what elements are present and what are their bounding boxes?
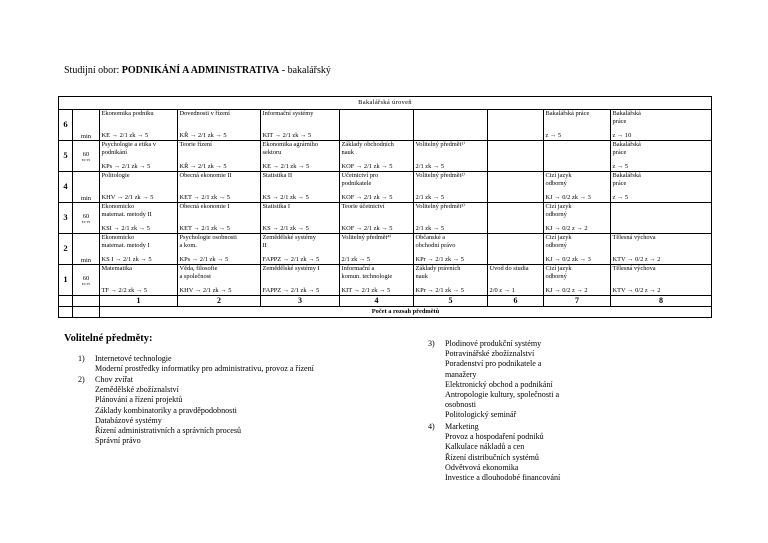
- course-code: KPr → 2/1 zk → 5: [415, 256, 464, 264]
- course-cell: [611, 110, 712, 141]
- semester-number: 4: [59, 172, 73, 203]
- course-cell: [340, 234, 414, 265]
- course-cell: [261, 141, 340, 172]
- elective-item: Poradenství pro podnikatele a: [445, 359, 542, 369]
- course-content: [613, 141, 710, 171]
- credits-cell: [73, 203, 100, 234]
- course-cell: [544, 234, 611, 265]
- table-row: [59, 265, 712, 296]
- course-cell: [178, 141, 261, 172]
- course-name: Teorie řízení: [179, 141, 212, 148]
- course-name: Tělesná výchova: [612, 234, 656, 241]
- group-number: 2): [78, 375, 85, 384]
- elective-item: Elektronický obchod a podnikání: [445, 379, 553, 389]
- course-cell: [488, 141, 544, 172]
- credits-cell: [73, 234, 100, 265]
- elective-group-2: [78, 375, 241, 446]
- course-code: KOF → 2/1 zk → 5: [341, 225, 393, 233]
- elective-item: osobnosti: [445, 400, 477, 410]
- course-content: [613, 265, 710, 295]
- elective-item: Chov zvířat: [95, 375, 133, 384]
- course-code: KE → 2/1 zk → 5: [262, 163, 310, 171]
- course-cell: [414, 203, 488, 234]
- course-cell: [611, 172, 712, 203]
- course-cell: [178, 172, 261, 203]
- course-content: [613, 172, 710, 202]
- group-number: 1): [78, 354, 85, 363]
- group-number: 4): [428, 422, 435, 431]
- column-number: 6: [488, 296, 544, 307]
- course-cell: [340, 203, 414, 234]
- elective-item: Odvětvová ekonomika: [445, 462, 519, 472]
- page-title: [64, 65, 331, 76]
- course-content: [490, 265, 542, 295]
- course-content: [546, 203, 609, 233]
- course-content: [102, 141, 176, 171]
- course-code: 2/0 z → 1: [489, 287, 515, 295]
- course-content: [342, 234, 412, 264]
- course-name: Psychologie a etika v: [101, 141, 156, 148]
- course-content: [490, 110, 542, 140]
- blank-cell: [73, 296, 100, 307]
- course-cell: [340, 172, 414, 203]
- course-content: [416, 234, 486, 264]
- course-cell: [488, 172, 544, 203]
- course-name: komun. technologie: [341, 272, 393, 280]
- course-name: Volitelný předmět³⁾: [415, 203, 465, 210]
- course-name: odborný: [545, 179, 567, 187]
- course-name: Zemědělské systémy: [262, 234, 316, 241]
- course-cell: [340, 141, 414, 172]
- elective-item: Řízení distribučních systémů: [445, 452, 539, 462]
- course-content: [102, 110, 176, 140]
- course-code: z → 5: [545, 132, 562, 140]
- course-content: [546, 172, 609, 202]
- course-cell: [544, 141, 611, 172]
- course-name: Volitelný předmět⁴⁾: [341, 234, 392, 241]
- course-cell: [340, 265, 414, 296]
- course-name: Cizí jazyk: [545, 234, 572, 241]
- elective-item: Plodinové produkční systémy: [445, 339, 542, 348]
- course-content: [342, 110, 412, 140]
- course-cell: [261, 203, 340, 234]
- course-content: [180, 141, 259, 171]
- course-code: KIT → 2/1 zk → 5: [262, 132, 312, 140]
- course-cell: [100, 172, 178, 203]
- course-name: Dovednosti v řízení: [179, 110, 230, 117]
- course-name: Politologie: [101, 172, 130, 179]
- course-code: FAPPZ → 2/1 zk → 5: [262, 287, 320, 295]
- group-items: [95, 354, 314, 374]
- course-name: Volitelný předmět²⁾: [415, 172, 465, 179]
- course-cell: [100, 234, 178, 265]
- course-code: z → 10: [612, 132, 632, 140]
- column-number: 1: [100, 296, 178, 307]
- elective-item: Internetové technologie: [95, 354, 172, 363]
- credits-cell: [73, 110, 100, 141]
- course-content: [490, 203, 542, 233]
- course-code: KOF → 2/1 zk → 5: [341, 163, 393, 171]
- semester-number: 6: [59, 110, 73, 141]
- course-name: a společnost: [179, 272, 211, 280]
- title-main: PODNIKÁNÍ A ADMINISTRATIVA: [121, 65, 280, 76]
- elective-item: Antropologie kultury, společnosti a: [445, 390, 560, 400]
- course-code: KE → 2/1 zk → 5: [101, 132, 149, 140]
- elective-item: Politologický seminář: [445, 410, 517, 420]
- course-content: [613, 110, 710, 140]
- course-cell: [544, 265, 611, 296]
- course-name: Ekonomika podniku: [101, 110, 154, 117]
- course-cell: [414, 110, 488, 141]
- course-content: [342, 172, 412, 202]
- course-cell: [178, 203, 261, 234]
- course-content: [342, 141, 412, 171]
- table-row: [59, 141, 712, 172]
- course-content: [416, 172, 486, 202]
- course-name: odborný: [545, 272, 567, 280]
- course-name: sektoru: [262, 148, 282, 156]
- course-code: KTV → 0/2 z → 2: [612, 256, 661, 264]
- elective-item: Kalkulace nákladů a cen: [445, 442, 525, 452]
- course-name: nauk: [341, 148, 354, 156]
- course-code: z → 5: [612, 163, 629, 171]
- course-cell: [414, 172, 488, 203]
- elective-item: Plánování a řízení projektů: [95, 395, 183, 405]
- table-row: [59, 172, 712, 203]
- course-name: Zemědělské systémy I: [262, 265, 320, 272]
- course-cell: [488, 110, 544, 141]
- course-content: [180, 203, 259, 233]
- course-content: [546, 141, 609, 171]
- course-code: KJ → 0/2 z → 2: [545, 225, 588, 233]
- course-cell: [414, 234, 488, 265]
- course-cell: [100, 265, 178, 296]
- column-number: 5: [414, 296, 488, 307]
- min-label: min: [81, 133, 91, 140]
- course-content: [180, 234, 259, 264]
- course-content: [546, 234, 609, 264]
- elective-item: Řízení administrativních a správních procesů: [95, 426, 242, 436]
- course-cell: [414, 141, 488, 172]
- course-name: Tělesná výchova: [612, 265, 656, 272]
- course-code: KS I → 2/1 zk → 5: [101, 256, 152, 264]
- course-cell: [488, 203, 544, 234]
- course-name: Věda, filosofie: [179, 265, 218, 272]
- course-name: Informační a: [341, 265, 375, 272]
- footer-row: [59, 307, 712, 318]
- course-code: KTV → 0/2 z → 2: [612, 287, 661, 295]
- course-content: [263, 141, 338, 171]
- footer-label: Počet a rozsah předmětů: [100, 307, 712, 318]
- course-content: [263, 172, 338, 202]
- course-code: KJ → 0/2 zk → 3: [545, 194, 591, 202]
- course-cell: [611, 265, 712, 296]
- course-code: KHV → 2/1 zk → 5: [101, 194, 154, 202]
- course-content: [490, 141, 542, 171]
- course-content: [263, 265, 338, 295]
- course-name: Bakalářská: [612, 172, 641, 179]
- course-name: Ekonomika agrárního: [262, 141, 319, 148]
- credits-value: 60: [82, 212, 90, 220]
- course-cell: [178, 265, 261, 296]
- elective-item: Provoz a hospodaření podniků: [445, 432, 544, 442]
- course-name: podnikání: [101, 148, 128, 156]
- group-items: [95, 375, 241, 446]
- ects-label: ECTS: [81, 281, 91, 286]
- course-content: [416, 141, 486, 171]
- course-code: KS → 2/1 zk → 5: [262, 225, 309, 233]
- blank-cell: [59, 307, 73, 318]
- course-code: TF → 2/2 zk → 5: [101, 287, 148, 295]
- course-cell: [488, 265, 544, 296]
- elective-item: Potravinářské zbožíznalství: [445, 349, 535, 359]
- course-code: KSI → 2/1 zk → 5: [101, 225, 150, 233]
- course-code: KPs → 2/1 zk → 5: [101, 163, 151, 171]
- course-name: Volitelný předmět¹⁾: [415, 141, 465, 148]
- course-name: Obecná ekonomie II: [179, 172, 232, 179]
- column-number: 7: [544, 296, 611, 307]
- course-code: KET → 2/1 zk → 5: [179, 225, 230, 233]
- table-row: [59, 203, 712, 234]
- course-name: práce: [612, 179, 627, 187]
- course-cell: [100, 203, 178, 234]
- course-code: KPr → 2/1 zk → 5: [415, 287, 464, 295]
- course-name: odborný: [545, 210, 567, 218]
- course-code: KPs → 2/1 zk → 5: [179, 256, 229, 264]
- course-cell: [544, 110, 611, 141]
- elective-group-1: [78, 354, 314, 374]
- course-code: KJ → 0/2 z → 2: [545, 287, 588, 295]
- course-cell: [611, 203, 712, 234]
- course-name: matemat. metody I: [101, 241, 150, 249]
- semester-number: 1: [59, 265, 73, 296]
- course-cell: [261, 172, 340, 203]
- course-name: Základy obchodních: [341, 141, 394, 148]
- blank-cell: [59, 296, 73, 307]
- course-name: Cizí jazyk: [545, 265, 572, 272]
- course-cell: [414, 265, 488, 296]
- course-name: Statistika I: [262, 203, 291, 210]
- course-code: KHV → 2/1 zk → 5: [179, 287, 232, 295]
- credits-value: 60: [82, 274, 90, 282]
- course-content: [613, 203, 710, 233]
- course-content: [613, 234, 710, 264]
- course-content: [546, 265, 609, 295]
- course-content: [102, 172, 176, 202]
- course-cell: [100, 110, 178, 141]
- course-name: podnikatele: [341, 179, 372, 187]
- elective-item: manažery: [445, 369, 477, 379]
- table-caption: Bakalářská úroveň: [59, 97, 712, 110]
- elective-item: Investice a dlouhodobé financování: [445, 473, 561, 483]
- course-content: [416, 265, 486, 295]
- course-name: odborný: [545, 241, 567, 249]
- course-name: Bakalářská práce: [545, 110, 590, 117]
- elective-item: Databázové systémy: [95, 415, 162, 425]
- course-content: [263, 203, 338, 233]
- course-name: Obecná ekonomie I: [179, 203, 230, 210]
- electives-title: Volitelné předměty:: [64, 333, 153, 344]
- course-name: Bakalářská: [612, 141, 641, 148]
- group-number: 3): [428, 339, 435, 348]
- column-number: 2: [178, 296, 261, 307]
- course-content: [546, 110, 609, 140]
- course-content: [102, 203, 176, 233]
- course-cell: [261, 265, 340, 296]
- course-name: práce: [612, 117, 627, 125]
- group-items: [445, 339, 559, 421]
- course-code: 2/1 zk → 5: [415, 225, 445, 233]
- course-name: Psychologie osobnosti: [179, 234, 237, 241]
- course-cell: [544, 203, 611, 234]
- course-content: [180, 265, 259, 295]
- course-cell: [340, 110, 414, 141]
- course-content: [416, 203, 486, 233]
- course-name: a kom.: [179, 241, 197, 249]
- elective-item: Správní právo: [95, 436, 141, 446]
- course-content: [342, 265, 412, 295]
- column-number: 3: [261, 296, 340, 307]
- course-code: FAPPZ → 2/1 zk → 5: [262, 256, 320, 264]
- course-code: z → 5: [612, 194, 629, 202]
- course-cell: [261, 234, 340, 265]
- course-code: KŘ → 2/1 zk → 5: [179, 132, 227, 140]
- semester-number: 3: [59, 203, 73, 234]
- course-code: KŘ → 2/1 zk → 5: [179, 163, 227, 171]
- course-content: [490, 234, 542, 264]
- course-code: 2/1 zk → 5: [415, 163, 445, 171]
- course-name: Úvod do studia: [489, 265, 529, 272]
- course-cell: [100, 141, 178, 172]
- course-name: obchodní právo: [415, 241, 456, 249]
- title-prefix: Studijní obor:: [64, 65, 120, 76]
- elective-item: Moderní prostředky informatiky pro administrativu, provoz a řízení: [95, 364, 314, 374]
- course-name: Teorie účetnictví: [341, 203, 385, 210]
- course-name: matemat. metody II: [101, 210, 152, 218]
- course-name: práce: [612, 148, 627, 156]
- credits-cell: [73, 172, 100, 203]
- course-cell: [488, 234, 544, 265]
- course-content: [180, 172, 259, 202]
- course-name: Matematika: [101, 265, 133, 272]
- semester-number: 2: [59, 234, 73, 265]
- title-suffix: - bakalářský: [281, 65, 331, 76]
- credits-cell: [73, 141, 100, 172]
- course-code: KJ → 0/2 zk → 3: [545, 256, 591, 264]
- course-code: KET → 2/1 zk → 5: [179, 194, 230, 202]
- elective-item: Marketing: [445, 422, 479, 431]
- course-name: Účetnictví pro: [341, 172, 379, 179]
- course-name: Cizí jazyk: [545, 203, 572, 210]
- course-cell: [611, 141, 712, 172]
- course-content: [102, 265, 176, 295]
- course-cell: [178, 234, 261, 265]
- course-content: [102, 234, 176, 264]
- course-name: Informační systémy: [262, 110, 314, 117]
- course-cell: [611, 234, 712, 265]
- course-name: Základy právních: [415, 265, 461, 272]
- ects-label: ECTS: [81, 157, 91, 162]
- course-cell: [178, 110, 261, 141]
- blank-cell: [73, 307, 100, 318]
- min-label: min: [81, 257, 91, 264]
- elective-item: Zemědělské zbožíznalství: [95, 385, 179, 395]
- table-row: [59, 110, 712, 141]
- course-name: Občanské a: [415, 234, 446, 241]
- ects-label: ECTS: [81, 219, 91, 224]
- course-name: Bakalářská: [612, 110, 641, 117]
- column-number: 8: [611, 296, 712, 307]
- course-name: nauk: [415, 272, 428, 280]
- course-name: Ekonomicko: [101, 234, 135, 241]
- elective-item: Základy kombinatoriky a pravděpodobnosti: [95, 405, 237, 415]
- course-name: Cizí jazyk: [545, 172, 572, 179]
- column-numbers-row: [59, 296, 712, 307]
- group-items: [445, 422, 560, 483]
- semester-number: 5: [59, 141, 73, 172]
- course-name: Statistika II: [262, 172, 293, 179]
- course-content: [342, 203, 412, 233]
- course-code: 2/1 zk → 5: [341, 256, 371, 264]
- elective-group-3: [428, 339, 559, 421]
- course-content: [180, 110, 259, 140]
- curriculum-table: [58, 96, 712, 318]
- course-content: [263, 234, 338, 264]
- course-content: [416, 110, 486, 140]
- course-code: KOF → 2/1 zk → 5: [341, 194, 393, 202]
- course-code: 2/1 zk → 5: [415, 194, 445, 202]
- course-content: [263, 110, 338, 140]
- course-code: KS → 2/1 zk → 5: [262, 194, 309, 202]
- min-label: min: [81, 195, 91, 202]
- credits-cell: [73, 265, 100, 296]
- course-content: [490, 172, 542, 202]
- course-cell: [261, 110, 340, 141]
- course-cell: [544, 172, 611, 203]
- column-number: 4: [340, 296, 414, 307]
- table-row: [59, 234, 712, 265]
- course-name: II: [262, 241, 267, 249]
- credits-value: 60: [82, 150, 90, 158]
- elective-group-4: [428, 422, 560, 483]
- course-name: Ekonomicko: [101, 203, 135, 210]
- course-code: KIT → 2/1 zk → 5: [341, 287, 391, 295]
